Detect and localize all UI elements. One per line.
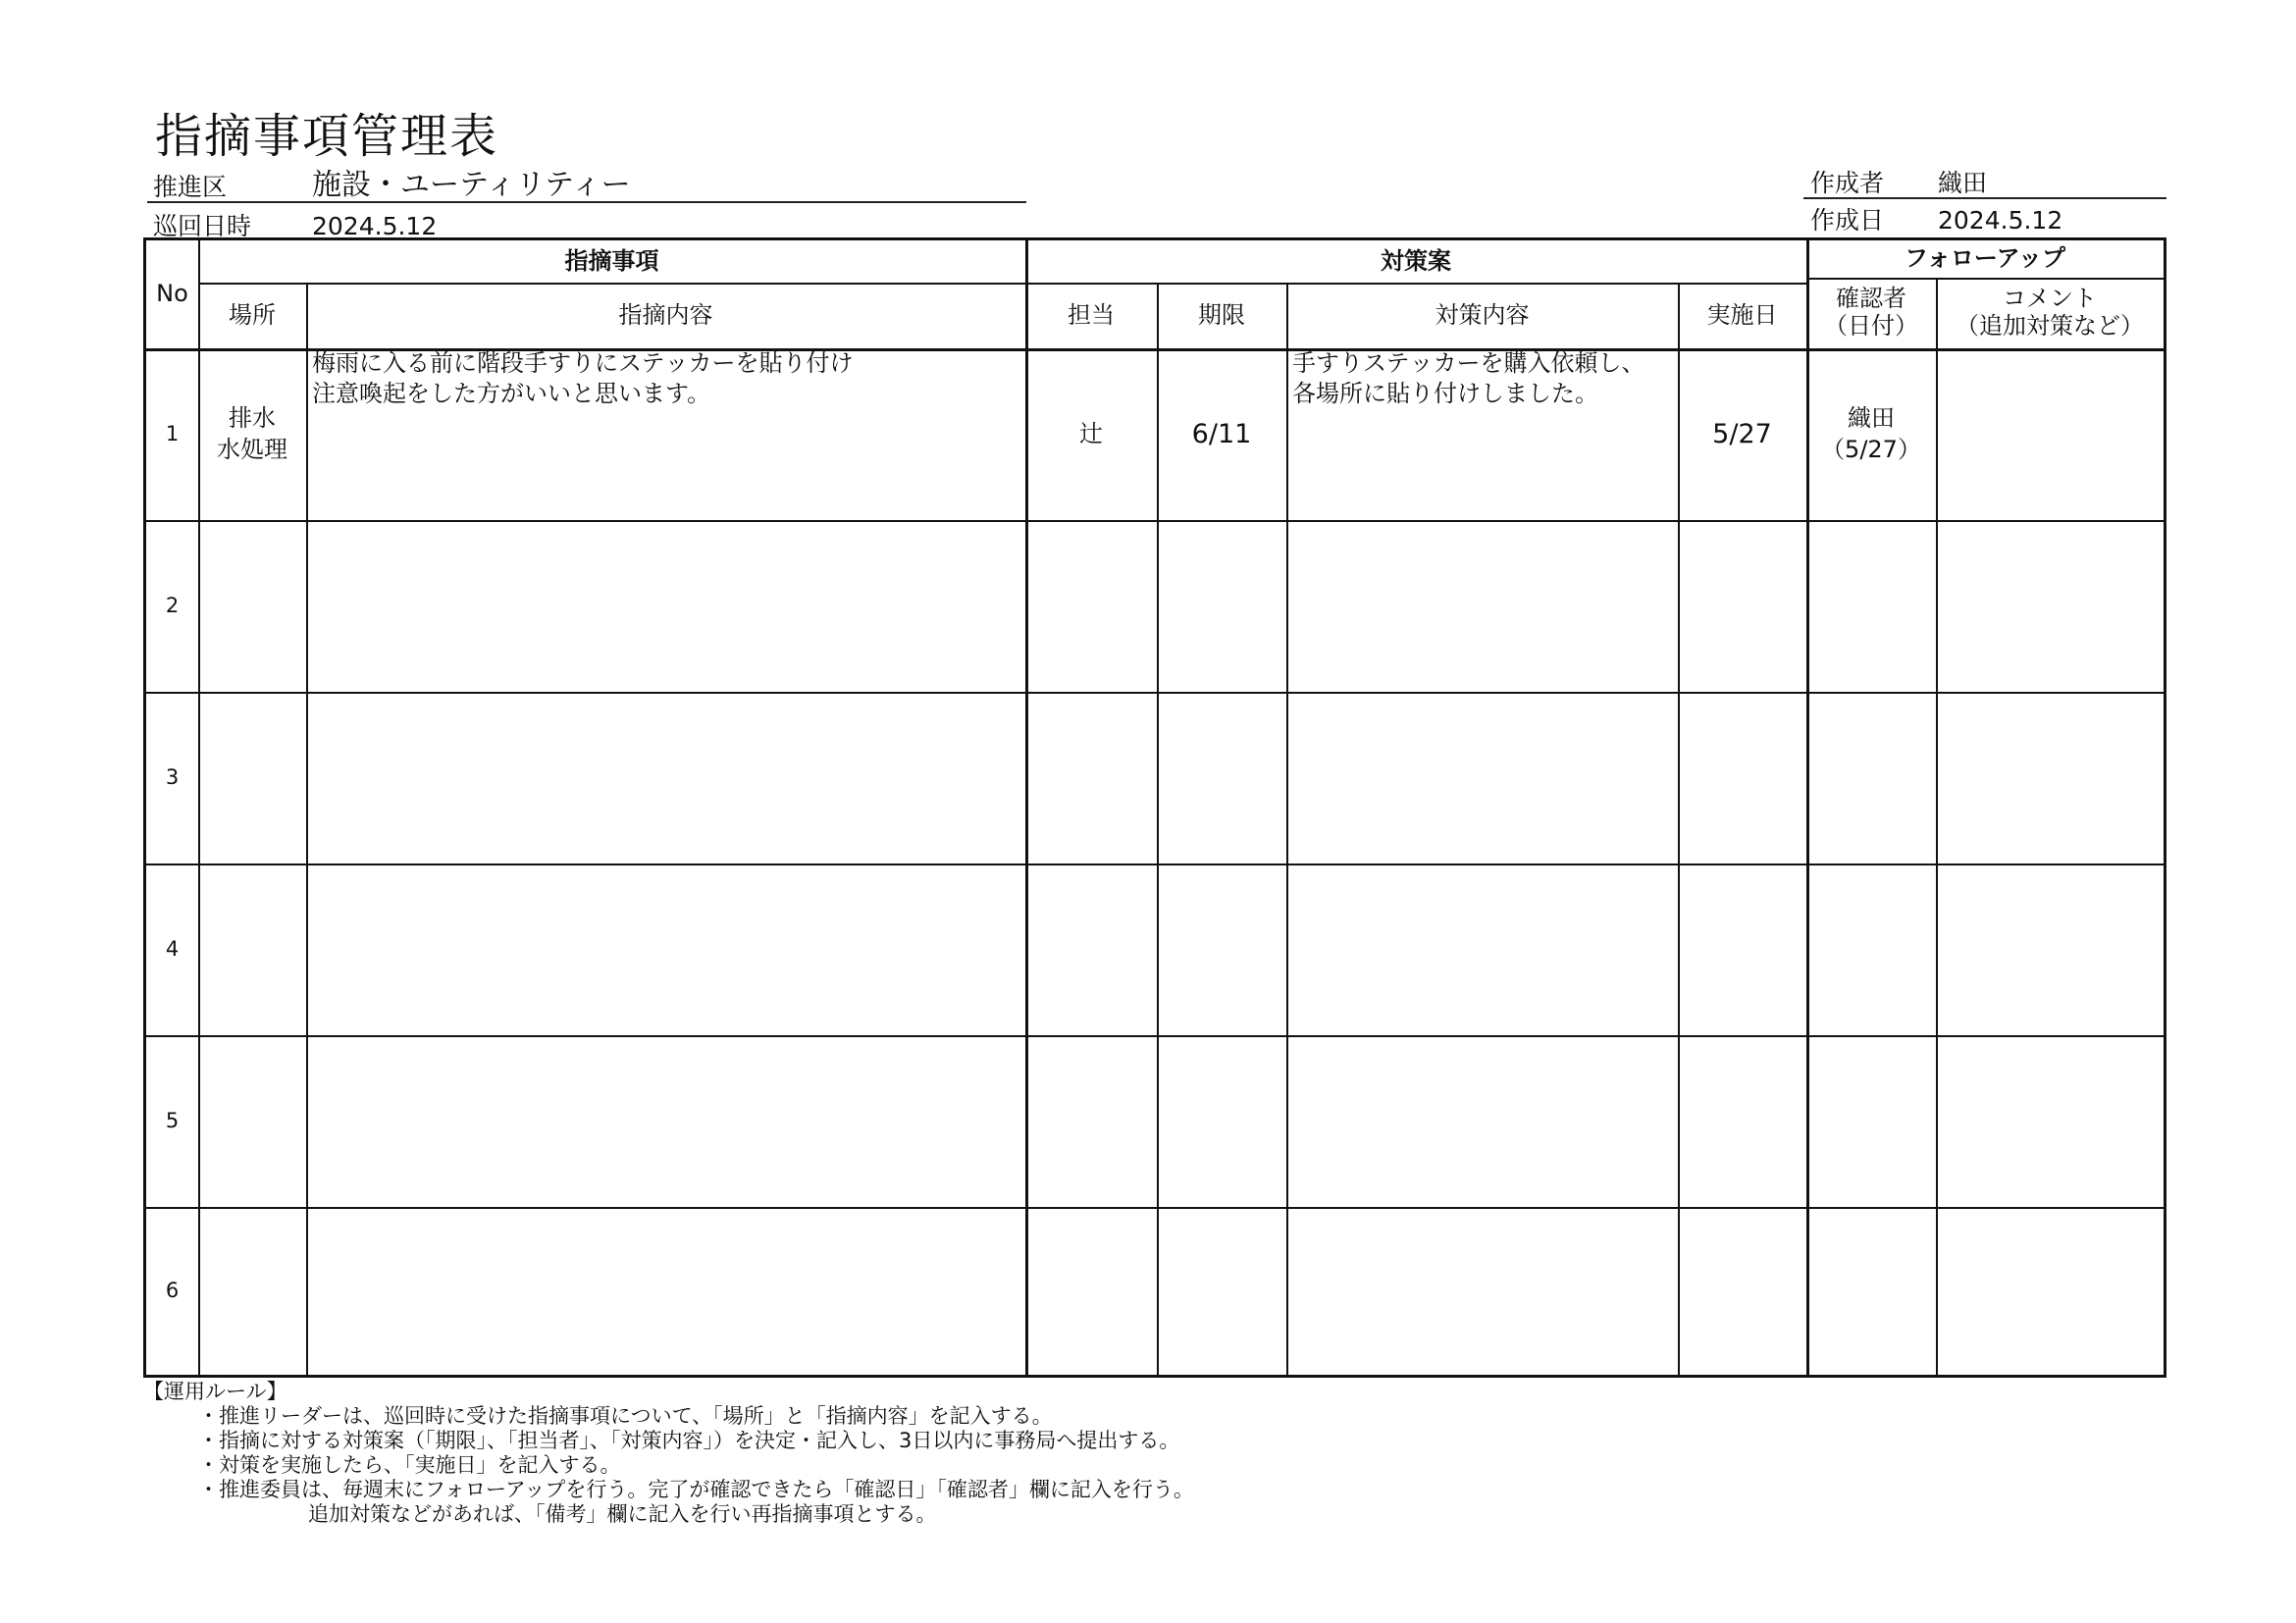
area-underline <box>147 201 1026 203</box>
row1-measure <box>1286 348 1678 520</box>
grid-line <box>146 1207 2164 1209</box>
col-header-owner: 担当 <box>1068 300 1115 329</box>
row-number: 3 <box>165 764 180 789</box>
col-header-deadline: 期限 <box>1198 300 1245 329</box>
rule-item: ・指摘に対する対策案（「期限」、「担当者」、「対策内容」）を決定・記入し、3日以内に事務局へ提出する。 <box>198 1429 1180 1452</box>
operation-rules <box>143 1380 1194 1527</box>
row1-content-line2: 注意喚起をした方がいいと思います。 <box>312 380 711 408</box>
row-number: 5 <box>165 1108 180 1132</box>
rule-item: ・推進リーダーは、巡回時に受けた指摘事項について、「場所」と「指摘内容」を記入する。 <box>198 1404 1053 1428</box>
row1-place-line2: 水処理 <box>217 435 287 463</box>
area-value: 施設・ユーティリティー <box>312 168 631 202</box>
col-header-place: 場所 <box>229 300 276 329</box>
col-header-comment-line1: コメント <box>2003 285 2097 313</box>
row1-comment <box>1936 348 2164 520</box>
row-number: 4 <box>165 936 180 961</box>
col-header-no: No <box>156 280 188 308</box>
col-header-confirmer-line2: （日付） <box>1824 312 1918 340</box>
grid-line <box>146 520 2164 522</box>
group-header-countermeasures: 対策案 <box>1381 246 1451 275</box>
grid-line <box>146 864 2164 865</box>
row1-confirmer-line1: 織田 <box>1848 404 1895 433</box>
page-title: 指摘事項管理表 <box>155 109 499 164</box>
col-header-content: 指摘内容 <box>618 300 713 329</box>
row1-owner: 辻 <box>1079 419 1103 447</box>
col-header-confirmer <box>1806 278 1936 348</box>
group-header-findings: 指摘事項 <box>564 246 659 275</box>
col-header-comment-line2: （追加対策など） <box>1956 312 2144 340</box>
row1-measure-line2: 各場所に貼り付けしました。 <box>1292 380 1598 408</box>
patrol-date-label: 巡回日時 <box>153 212 252 240</box>
row1-confirmer-line2: （5/27） <box>1821 435 1921 463</box>
rule-item: ・対策を実施したら、「実施日」を記入する。 <box>198 1453 621 1477</box>
rules-heading: 【運用ルール】 <box>143 1380 287 1403</box>
col-header-comment <box>1936 278 2164 348</box>
row-number: 6 <box>165 1278 180 1302</box>
row1-place <box>198 348 306 520</box>
grid-line <box>146 692 2164 694</box>
findings-table <box>143 237 2166 1378</box>
area-label: 推進区 <box>153 173 228 201</box>
col-header-confirmer-line1: 確認者 <box>1836 285 1906 313</box>
row-number: 2 <box>165 593 180 617</box>
row1-content-line1: 梅雨に入る前に階段手すりにステッカーを貼り付け <box>312 349 854 377</box>
group-header-followup: フォローアップ <box>1905 244 2065 273</box>
created-date-label: 作成日 <box>1810 206 1885 235</box>
col-header-done-date: 実施日 <box>1706 300 1778 329</box>
row1-measure-line1: 手すりステッカーを購入依頼し、 <box>1292 349 1645 377</box>
rule-item-continuation: 追加対策などがあれば、「備考」欄に記入を行い再指摘事項とする。 <box>308 1502 937 1526</box>
row1-done-date: 5/27 <box>1712 418 1772 449</box>
row1-place-line1: 排水 <box>229 404 276 433</box>
author-value: 織田 <box>1938 169 1988 197</box>
created-date-value: 2024.5.12 <box>1938 206 2063 235</box>
row1-confirmer <box>1806 348 1936 520</box>
author-underline <box>1803 197 2166 199</box>
row-number: 1 <box>165 421 180 445</box>
row1-content <box>306 348 1025 520</box>
col-header-measure: 対策内容 <box>1435 300 1530 329</box>
row1-deadline: 6/11 <box>1191 418 1252 449</box>
rule-item: ・推進委員は、毎週末にフォローアップを行う。完了が確認できたら「確認日」「確認者」欄に記入を行う。 <box>198 1478 1194 1501</box>
patrol-date-value: 2024.5.12 <box>312 212 438 240</box>
author-label: 作成者 <box>1810 169 1885 197</box>
grid-line <box>146 1035 2164 1037</box>
